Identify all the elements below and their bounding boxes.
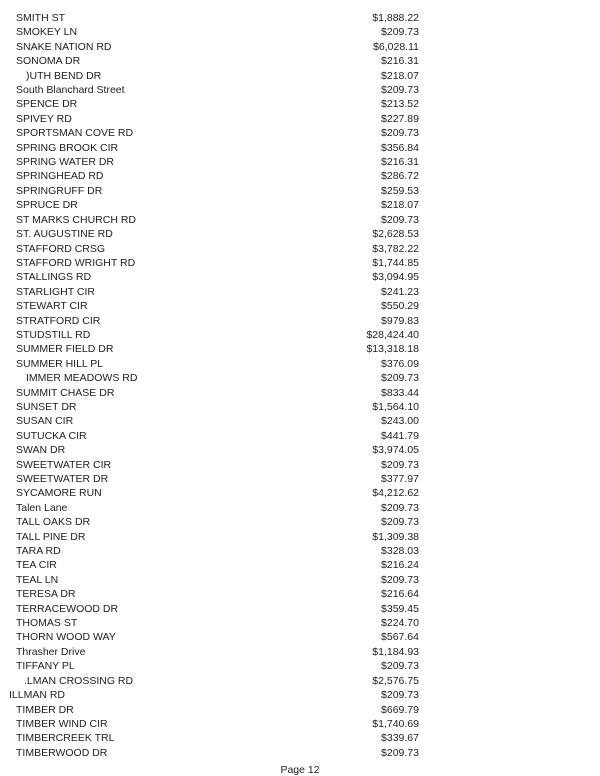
table-row bbox=[0, 515, 600, 529]
amount-value: $2,576.75 bbox=[372, 674, 419, 687]
amount-value: $216.24 bbox=[381, 559, 419, 572]
amount-value: $28,424.40 bbox=[366, 328, 419, 341]
table-row bbox=[0, 299, 600, 313]
street-name: STEWART CIR bbox=[16, 300, 88, 313]
amount-value: $4,212.62 bbox=[372, 487, 419, 500]
street-name: STAFFORD WRIGHT RD bbox=[16, 256, 136, 269]
amount-value: $216.31 bbox=[381, 156, 419, 169]
amount-value: $209.73 bbox=[381, 501, 419, 514]
table-row bbox=[0, 602, 600, 616]
amount-value: $218.07 bbox=[381, 199, 419, 212]
amount-value: $286.72 bbox=[381, 170, 419, 183]
street-name: TIMBER DR bbox=[16, 703, 74, 716]
amount-value: $328.03 bbox=[381, 545, 419, 558]
amount-value: $218.07 bbox=[381, 69, 419, 82]
table-row bbox=[0, 227, 600, 241]
amount-value: $243.00 bbox=[381, 415, 419, 428]
amount-value: $3,094.95 bbox=[372, 271, 419, 284]
table-row bbox=[0, 659, 600, 673]
street-name: STARLIGHT CIR bbox=[16, 285, 95, 298]
amount-value: $2,628.53 bbox=[372, 228, 419, 241]
amount-value: $441.79 bbox=[381, 429, 419, 442]
amount-value: $209.73 bbox=[381, 127, 419, 140]
amount-value: $209.73 bbox=[381, 213, 419, 226]
amount-value: $209.73 bbox=[381, 573, 419, 586]
table-row bbox=[0, 40, 600, 54]
street-name: Thrasher Drive bbox=[16, 645, 86, 658]
street-name: STALLINGS RD bbox=[16, 271, 92, 284]
street-name: TALL PINE DR bbox=[16, 530, 86, 543]
street-name: SNAKE NATION RD bbox=[16, 40, 112, 53]
table-row bbox=[0, 746, 600, 760]
table-row bbox=[0, 414, 600, 428]
table-row bbox=[0, 674, 600, 688]
amount-value: $259.53 bbox=[381, 184, 419, 197]
amount-value: $3,782.22 bbox=[372, 242, 419, 255]
street-name: IMMER MEADOWS RD bbox=[26, 372, 138, 385]
table-row bbox=[0, 184, 600, 198]
street-name: ILLMAN RD bbox=[9, 689, 66, 702]
street-name: .LMAN CROSSING RD bbox=[24, 674, 134, 687]
table-row bbox=[0, 645, 600, 659]
amount-value: $209.73 bbox=[381, 26, 419, 39]
amount-value: $213.52 bbox=[381, 98, 419, 111]
amount-value: $1,888.22 bbox=[372, 12, 419, 24]
amount-value: $356.84 bbox=[381, 141, 419, 154]
amount-value: $209.73 bbox=[381, 458, 419, 471]
amount-value: $209.73 bbox=[381, 746, 419, 759]
street-name: SONOMA DR bbox=[16, 55, 81, 68]
table-row bbox=[0, 688, 600, 702]
amount-value: $1,740.69 bbox=[372, 717, 419, 730]
table-row bbox=[0, 443, 600, 457]
street-name: )UTH BEND DR bbox=[26, 69, 102, 82]
table-row bbox=[0, 501, 600, 515]
amount-value: $3,974.05 bbox=[372, 444, 419, 457]
table-row bbox=[0, 213, 600, 227]
amount-value: $241.23 bbox=[381, 285, 419, 298]
table-row bbox=[0, 530, 600, 544]
amount-value: $377.97 bbox=[381, 473, 419, 485]
table-row bbox=[0, 429, 600, 443]
amount-value: $1,564.10 bbox=[372, 400, 419, 413]
street-name: SUSAN CIR bbox=[16, 415, 74, 428]
table-row bbox=[0, 141, 600, 155]
table-row bbox=[0, 25, 600, 39]
street-name: SPENCE DR bbox=[16, 98, 78, 111]
street-name: SUMMER FIELD DR bbox=[16, 343, 114, 356]
table-row bbox=[0, 328, 600, 342]
street-name: TALL OAKS DR bbox=[16, 516, 91, 529]
amount-value: $209.73 bbox=[381, 84, 419, 97]
table-row bbox=[0, 270, 600, 284]
street-name: SPIVEY RD bbox=[16, 112, 72, 125]
street-name: TERRACEWOOD DR bbox=[16, 602, 119, 615]
street-name: TIMBER WIND CIR bbox=[16, 717, 108, 730]
amount-value: $227.89 bbox=[381, 112, 419, 125]
street-name: TIMBERWOOD DR bbox=[16, 746, 108, 759]
street-name: SWEETWATER DR bbox=[16, 473, 109, 485]
table-row bbox=[0, 357, 600, 371]
table-row bbox=[0, 112, 600, 126]
street-name: ST. AUGUSTINE RD bbox=[16, 228, 113, 241]
amount-value: $209.73 bbox=[381, 660, 419, 673]
amount-value: $13,318.18 bbox=[366, 343, 419, 356]
amount-value: $209.73 bbox=[381, 516, 419, 529]
table-row bbox=[0, 342, 600, 356]
amount-value: $224.70 bbox=[381, 617, 419, 630]
street-name: TIMBERCREEK TRL bbox=[16, 732, 115, 745]
table-row bbox=[0, 169, 600, 183]
table-row bbox=[0, 573, 600, 587]
street-name: TEA CIR bbox=[16, 559, 57, 572]
street-name: South Blanchard Street bbox=[16, 84, 125, 97]
street-name: TERESA DR bbox=[16, 588, 76, 601]
street-name: SPRINGRUFF DR bbox=[16, 184, 103, 197]
amount-value: $216.31 bbox=[381, 55, 419, 68]
street-name: SMOKEY LN bbox=[16, 26, 78, 39]
table-row bbox=[0, 11, 600, 25]
street-name: SPRING BROOK CIR bbox=[16, 141, 119, 154]
table-row bbox=[0, 314, 600, 328]
street-name: SPRING WATER DR bbox=[16, 156, 115, 169]
amount-value: $669.79 bbox=[381, 703, 419, 716]
table-row bbox=[0, 97, 600, 111]
table-row bbox=[0, 731, 600, 745]
street-name: SUMMIT CHASE DR bbox=[16, 386, 115, 399]
table-row bbox=[0, 83, 600, 97]
table-row bbox=[0, 371, 600, 385]
table-row bbox=[0, 198, 600, 212]
amount-value: $550.29 bbox=[381, 300, 419, 313]
street-name: ST MARKS CHURCH RD bbox=[16, 213, 136, 226]
amount-value: $1,744.85 bbox=[372, 256, 419, 269]
table-row bbox=[0, 544, 600, 558]
table-row bbox=[0, 717, 600, 731]
street-name: TEAL LN bbox=[16, 573, 59, 586]
table-row bbox=[0, 54, 600, 68]
amount-value: $216.64 bbox=[381, 588, 419, 601]
amount-value: $833.44 bbox=[381, 386, 419, 399]
amount-value: $1,184.93 bbox=[372, 645, 419, 658]
street-name: STAFFORD CRSG bbox=[16, 242, 106, 255]
street-name: THORN WOOD WAY bbox=[16, 631, 116, 644]
table-row bbox=[0, 126, 600, 140]
street-name: SPRINGHEAD RD bbox=[16, 170, 104, 183]
amount-value: $6,028.11 bbox=[373, 40, 419, 53]
street-name: SWAN DR bbox=[16, 444, 66, 457]
street-name: SMITH ST bbox=[16, 12, 65, 24]
page-number-footer: Page 12 bbox=[280, 764, 320, 776]
table-row bbox=[0, 703, 600, 717]
table-row bbox=[0, 472, 600, 486]
table-row bbox=[0, 587, 600, 601]
street-name: SUMMER HILL PL bbox=[16, 357, 104, 370]
amount-value: $979.83 bbox=[381, 314, 419, 327]
table-row bbox=[0, 69, 600, 83]
street-name: SWEETWATER CIR bbox=[16, 458, 112, 471]
table-row bbox=[0, 400, 600, 414]
amount-value: $1,309.38 bbox=[372, 530, 419, 543]
street-name: STRATFORD CIR bbox=[16, 314, 101, 327]
table-row bbox=[0, 630, 600, 644]
street-name: SPRUCE DR bbox=[16, 199, 78, 212]
street-name: SUTUCKA CIR bbox=[16, 429, 87, 442]
street-name: TARA RD bbox=[16, 545, 61, 558]
table-row bbox=[0, 285, 600, 299]
street-name: SUNSET DR bbox=[16, 400, 77, 413]
amount-value: $567.64 bbox=[381, 631, 419, 644]
table-row bbox=[0, 616, 600, 630]
amount-value: $359.45 bbox=[381, 602, 419, 615]
table-row bbox=[0, 486, 600, 500]
street-name: Talen Lane bbox=[16, 501, 68, 514]
table-row bbox=[0, 558, 600, 572]
street-name: STUDSTILL RD bbox=[16, 328, 91, 341]
table-row bbox=[0, 256, 600, 270]
table-row bbox=[0, 242, 600, 256]
amount-value: $209.73 bbox=[381, 372, 419, 385]
amount-value: $339.67 bbox=[381, 732, 419, 745]
table-row bbox=[0, 458, 600, 472]
street-name: THOMAS ST bbox=[16, 617, 78, 630]
street-name: TIFFANY PL bbox=[16, 660, 75, 673]
street-name: SYCAMORE RUN bbox=[16, 487, 102, 500]
table-row bbox=[0, 155, 600, 169]
street-name: SPORTSMAN COVE RD bbox=[16, 127, 134, 140]
street-amount-table bbox=[0, 11, 600, 760]
amount-value: $209.73 bbox=[381, 689, 419, 702]
table-row bbox=[0, 386, 600, 400]
amount-value: $376.09 bbox=[381, 357, 419, 370]
